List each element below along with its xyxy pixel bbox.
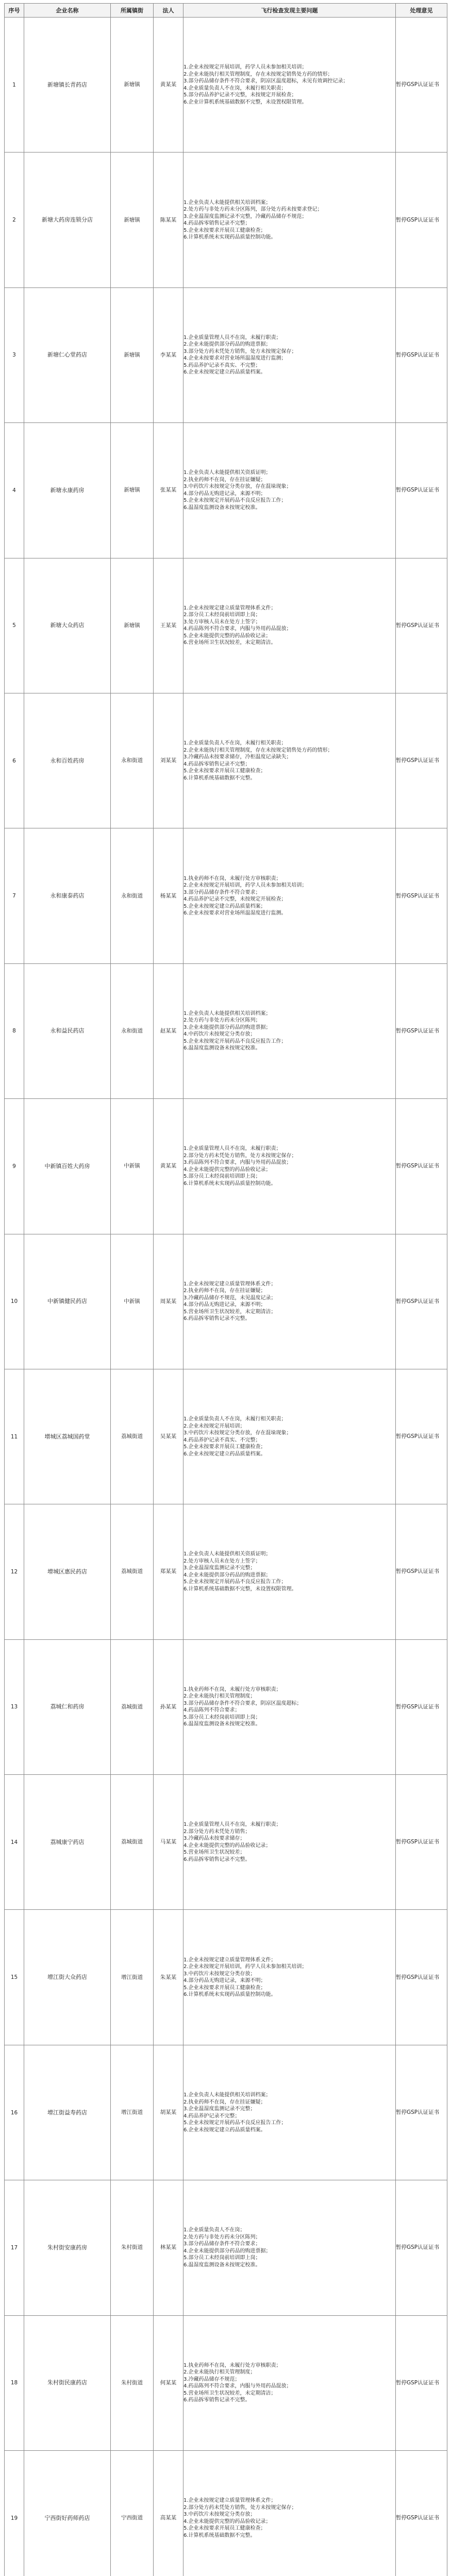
- problem-line: 6.计算机系统未实现药品质量控制功能。: [183, 1992, 276, 1998]
- col-header-town: 所属镇街: [111, 4, 154, 18]
- row-enterprise-name: 新塘仁心堂药店: [24, 287, 111, 422]
- table-row: [5, 2045, 447, 2180]
- row-problems: [183, 1234, 396, 1369]
- problem-line: 6.计算机系统未实现药品质量控制功能。: [183, 234, 276, 241]
- row-enterprise-name: 永和康泰药店: [24, 828, 111, 963]
- row-result: 暂停GSP认证证书: [396, 1639, 447, 1774]
- problem-line: 6.药品拆零销售记录不完整。: [183, 1316, 250, 1322]
- problem-line: 5.企业未按规定建立药品质量档案；: [183, 903, 266, 909]
- row-result: 暂停GSP认证证书: [396, 558, 447, 693]
- row-problems: [183, 1775, 396, 1910]
- row-legal-rep: 王某某: [154, 558, 183, 693]
- row-seq: 15: [5, 1910, 24, 2045]
- inspection-table: [4, 3, 447, 2576]
- problem-line: 1.企业负责人未能提供相关培训档案；: [183, 1010, 271, 1016]
- problem-line: 3.冷藏药品未按要求储存；: [183, 1836, 245, 1842]
- row-legal-rep: 周某某: [154, 1234, 183, 1369]
- problem-line: 1.企业质量负责人不在岗，未履行相关职责；: [183, 740, 287, 747]
- row-seq: 3: [5, 287, 24, 422]
- problem-line: 6.计算机系统未实现药品质量控制功能。: [183, 1180, 276, 1187]
- problem-line: 2.企业未按规定开展培训，药学人员未参加相关培训；: [183, 883, 307, 889]
- problem-line: 2.企业未能执行相关管理制度，存在未按规定销售处方药的情形；: [183, 71, 333, 77]
- row-problems: [183, 963, 396, 1098]
- problem-line: 1.执业药师不在岗，未履行处方审核职责；: [183, 875, 281, 882]
- row-town: 新塘镇: [111, 152, 154, 287]
- problem-line: 3.部分药品储存条件不符合要求，阴凉区温度超标；: [183, 1700, 302, 1706]
- problem-line: 5.企业未按要求开展员工健康检查；: [183, 1444, 266, 1450]
- problem-line: 3.部分药品储存条件不符合要求，阴凉区温度超标，未见有效调控记录；: [183, 78, 348, 84]
- row-problems: [183, 1099, 396, 1234]
- table-row: [5, 287, 447, 422]
- row-legal-rep: 孙某某: [154, 1639, 183, 1774]
- row-legal-rep: 高某某: [154, 2451, 183, 2576]
- problem-line: 2.执业药师不在岗，存在挂证嫌疑；: [183, 2099, 266, 2105]
- row-legal-rep: 张某某: [154, 423, 183, 558]
- table-row: [5, 1639, 447, 1774]
- row-seq: 1: [5, 18, 24, 152]
- problem-line: 1.企业未按规定建立质量管理体系文件；: [183, 1281, 276, 1287]
- row-seq: 9: [5, 1099, 24, 1234]
- problem-line: 2.执业药师不在岗，存在挂证嫌疑；: [183, 477, 266, 483]
- problem-line: 4.部分药品无购进记录，来源不明；: [183, 490, 266, 497]
- table-row: [5, 2451, 447, 2576]
- col-header-problems: 飞行检查发现主要问题: [183, 4, 396, 18]
- problem-line: 5.企业未按规定开展药品不良反应报告工作；: [183, 2120, 287, 2126]
- row-problems: [183, 423, 396, 558]
- row-problems: [183, 693, 396, 828]
- table-row: [5, 1910, 447, 2045]
- row-legal-rep: 马某某: [154, 1775, 183, 1910]
- problem-line: 6.企业未按要求对营业场所温湿度进行监测。: [183, 910, 287, 917]
- row-legal-rep: 朱某某: [154, 1910, 183, 2045]
- problem-line: 6.企业未按规定建立药品质量档案。: [183, 369, 266, 376]
- row-enterprise-name: 增江街大众药店: [24, 1910, 111, 2045]
- row-town: 新塘镇: [111, 18, 154, 152]
- row-enterprise-name: 新塘永康药房: [24, 423, 111, 558]
- row-seq: 4: [5, 423, 24, 558]
- problem-line: 2.企业未按规定开展培训，药学人员未参加相关培训；: [183, 1964, 307, 1970]
- problem-line: 2.处方审核人员未在处方上签字；: [183, 1558, 261, 1564]
- problem-line: 3.中药饮片未按规定分类存放，存在混垛现象；: [183, 1430, 292, 1436]
- col-header-result: 处理意见: [396, 4, 447, 18]
- row-town: 永和街道: [111, 963, 154, 1098]
- problem-line: 6.温湿度监测设备未按规定校准。: [183, 2262, 261, 2268]
- col-header-rep: 法人: [154, 4, 183, 18]
- problem-line: 3.冷藏药品储存不规范，未见温度记录；: [183, 1295, 276, 1301]
- row-enterprise-name: 宁西街好药师药店: [24, 2451, 111, 2576]
- problem-line: 2.部分处方药未凭处方销售，处方未按规定保存；: [183, 2504, 297, 2511]
- problem-line: 5.部分员工未经岗前培训即上岗；: [183, 1714, 261, 1720]
- problem-line: 1.企业负责人未能提供相关培训档案；: [183, 199, 271, 206]
- problem-line: 1.执业药师不在岗，未履行处方审核职责；: [183, 1686, 281, 1692]
- row-enterprise-name: 荔城仁和药房: [24, 1639, 111, 1774]
- row-seq: 16: [5, 2045, 24, 2180]
- problem-line: 1.企业未按规定建立质量管理体系文件；: [183, 1957, 276, 1963]
- row-result: 暂停GSP认证证书: [396, 1234, 447, 1369]
- row-town: 永和街道: [111, 828, 154, 963]
- row-problems: [183, 2045, 396, 2180]
- problem-line: 4.药品陈列不符合要求；: [183, 1707, 240, 1714]
- row-enterprise-name: 朱村街安康药房: [24, 2180, 111, 2315]
- row-seq: 5: [5, 558, 24, 693]
- table-row: [5, 1234, 447, 1369]
- problem-line: 1.企业负责人未能提供相关资质证明；: [183, 470, 271, 476]
- row-town: 中新镇: [111, 1234, 154, 1369]
- problem-line: 3.中药饮片未按规定分类存放；: [183, 1971, 256, 1977]
- problem-line: 5.企业未按规定开展药品不良反应报告工作；: [183, 1038, 287, 1044]
- row-town: 新塘镇: [111, 287, 154, 422]
- table-body: [5, 18, 447, 2576]
- problem-line: 3.企业温湿度监测记录不完整，冷藏药品储存不规范；: [183, 213, 307, 219]
- problem-line: 3.部分药品储存条件不符合要求；: [183, 2241, 261, 2247]
- table-row: [5, 1369, 447, 1504]
- row-problems: [183, 558, 396, 693]
- table-header-row: [5, 4, 447, 18]
- problem-line: 1.企业负责人未能提供相关培训档案；: [183, 2092, 271, 2098]
- problem-line: 5.企业未能提供完整的药品验收记录；: [183, 633, 271, 639]
- row-problems: [183, 152, 396, 287]
- problem-line: 4.企业未按要求对营业场所温湿度进行监测；: [183, 355, 287, 362]
- row-seq: 11: [5, 1369, 24, 1504]
- row-problems: [183, 1504, 396, 1639]
- problem-line: 2.企业未按规定开展培训；: [183, 1423, 245, 1429]
- problem-line: 6.温湿度监测设备未按规定校准。: [183, 1045, 261, 1052]
- problem-line: 1.企业质量管理人员不在岗，未履行职责；: [183, 1146, 281, 1152]
- problem-line: 4.部分药品无购进记录，来源不明；: [183, 1978, 266, 1984]
- problem-line: 1.企业未按规定建立质量管理体系文件；: [183, 2498, 276, 2504]
- col-header-name: 企业名称: [24, 4, 111, 18]
- row-problems: [183, 1369, 396, 1504]
- row-legal-rep: 何某某: [154, 2315, 183, 2450]
- row-problems: [183, 287, 396, 422]
- row-enterprise-name: 中新镇健民药店: [24, 1234, 111, 1369]
- row-enterprise-name: 永和百姓药房: [24, 693, 111, 828]
- problem-line: 5.企业未按要求开展员工健康检查；: [183, 768, 266, 774]
- problem-line: 2.处方药与非处方药未分区陈列；: [183, 1018, 261, 1024]
- row-seq: 17: [5, 2180, 24, 2315]
- problem-line: 1.企业质量管理人员不在岗，未履行职责；: [183, 334, 281, 341]
- problem-line: 5.企业未按要求开展员工健康检查；: [183, 1985, 266, 1991]
- problem-line: 6.药品拆零销售记录不完整。: [183, 1856, 250, 1862]
- problem-line: 2.处方药与非处方药未分区陈列；: [183, 2234, 261, 2240]
- row-enterprise-name: 新塘大众药店: [24, 558, 111, 693]
- table-row: [5, 963, 447, 1098]
- row-enterprise-name: 永和益民药店: [24, 963, 111, 1098]
- row-result: 暂停GSP认证证书: [396, 18, 447, 152]
- problem-line: 6.企业计算机系统基础数据不完整，未设置权限管理。: [183, 99, 307, 105]
- row-town: 新塘镇: [111, 558, 154, 693]
- row-legal-rep: 陈某某: [154, 152, 183, 287]
- problem-line: 4.药品陈列不符合要求，内服与外用药品混放；: [183, 2383, 292, 2389]
- problem-line: 6.温湿度监测设备未按规定校准。: [183, 1721, 261, 1727]
- problem-line: 5.营业场所卫生状况较差，未定期清洁；: [183, 2390, 276, 2396]
- problem-line: 1.企业未按规定开展培训，药学人员未参加相关培训；: [183, 64, 307, 71]
- row-seq: 7: [5, 828, 24, 963]
- problem-line: 1.企业质量负责人不在岗，未履行相关职责；: [183, 1416, 287, 1422]
- problem-line: 3.企业未能提供部分药品的购进票据；: [183, 1024, 271, 1030]
- row-result: 暂停GSP认证证书: [396, 1775, 447, 1910]
- row-problems: [183, 1639, 396, 1774]
- problem-line: 6.计算机系统基础数据不完整。: [183, 775, 256, 781]
- problem-line: 6.计算机系统基础数据不完整。: [183, 2532, 256, 2538]
- table-row: [5, 1775, 447, 1910]
- problem-line: 2.处方药与非处方药未分区陈列，部分处方药未按要求登记；: [183, 207, 323, 213]
- row-legal-rep: 黄某某: [154, 18, 183, 152]
- problem-line: 4.药品陈列不符合要求，内服与外用药品混放；: [183, 626, 292, 632]
- problem-line: 2.部分处方药未凭处方销售，处方未按规定保存；: [183, 1153, 297, 1159]
- problem-line: 1.企业质量管理人员不在岗，未履行职责；: [183, 1822, 281, 1828]
- row-town: 宁西街道: [111, 2451, 154, 2576]
- row-enterprise-name: 新塘镇长青药店: [24, 18, 111, 152]
- problem-line: 3.部分药品储存条件不符合要求；: [183, 889, 261, 895]
- row-enterprise-name: 增江街益寿药店: [24, 2045, 111, 2180]
- row-seq: 14: [5, 1775, 24, 1910]
- problem-line: 2.企业未能提供部分药品的购进票据；: [183, 342, 271, 348]
- row-problems: [183, 2451, 396, 2576]
- row-town: 增江街道: [111, 2045, 154, 2180]
- problem-line: 2.企业未能执行相关管理制度，存在未按规定销售处方药的情形；: [183, 747, 333, 753]
- problem-line: 2.部分处方药未凭处方销售；: [183, 1828, 250, 1835]
- problem-line: 1.执业药师不在岗，未履行处方审核职责；: [183, 2362, 281, 2368]
- problem-line: 4.中药饮片未按规定分类存放；: [183, 1031, 256, 1038]
- row-result: 暂停GSP认证证书: [396, 963, 447, 1098]
- row-result: 暂停GSP认证证书: [396, 152, 447, 287]
- problem-line: 1.企业质量负责人不在岗；: [183, 2227, 245, 2233]
- row-result: 暂停GSP认证证书: [396, 2180, 447, 2315]
- problem-line: 5.企业未按要求开展员工健康检查；: [183, 2526, 266, 2532]
- problem-line: 6.企业未按规定建立药品质量档案。: [183, 2127, 266, 2133]
- row-enterprise-name: 增城区荔城国药堂: [24, 1369, 111, 1504]
- row-result: 暂停GSP认证证书: [396, 1099, 447, 1234]
- row-legal-rep: 赵某某: [154, 963, 183, 1098]
- row-legal-rep: 杨某某: [154, 828, 183, 963]
- table-row: [5, 1099, 447, 1234]
- problem-line: 3.中药饮片未按规定分类存放；: [183, 2512, 256, 2518]
- problem-line: 4.药品养护记录不完整；: [183, 2113, 240, 2119]
- row-seq: 2: [5, 152, 24, 287]
- row-result: 暂停GSP认证证书: [396, 2045, 447, 2180]
- row-seq: 13: [5, 1639, 24, 1774]
- row-enterprise-name: 增城区惠民药店: [24, 1504, 111, 1639]
- problem-line: 4.药品养护记录不完整，未按规定开展检查；: [183, 896, 287, 903]
- problem-line: 5.企业未按规定开展药品不良反应报告工作；: [183, 498, 287, 504]
- row-result: 暂停GSP认证证书: [396, 1504, 447, 1639]
- col-header-seq: 序号: [5, 4, 24, 18]
- row-result: 暂停GSP认证证书: [396, 693, 447, 828]
- table-row: [5, 423, 447, 558]
- row-problems: [183, 18, 396, 152]
- problem-line: 3.冷藏药品未按要求储存，冷柜温度记录缺失；: [183, 754, 292, 760]
- problem-line: 5.药品养护记录不真实、不完整；: [183, 362, 261, 368]
- row-enterprise-name: 新塘大药房连锁分店: [24, 152, 111, 287]
- problem-line: 5.部分药品养护记录不完整，未按规定开展检查；: [183, 92, 297, 98]
- row-result: 暂停GSP认证证书: [396, 423, 447, 558]
- row-problems: [183, 1910, 396, 2045]
- row-problems: [183, 828, 396, 963]
- problem-line: 3.药品陈列不符合要求，内服与外用药品混放；: [183, 1160, 292, 1166]
- table-row: [5, 152, 447, 287]
- row-legal-rep: 刘某某: [154, 693, 183, 828]
- problem-line: 6.药品拆零销售记录不完整。: [183, 2397, 250, 2403]
- problem-line: 4.企业未能提供完整的药品验收记录；: [183, 1842, 271, 1849]
- table-row: [5, 1504, 447, 1639]
- problem-line: 1.企业负责人未能提供相关资质证明；: [183, 1551, 271, 1557]
- problem-line: 2.企业未能执行相关管理制度；: [183, 1693, 256, 1700]
- problem-line: 6.计算机系统基础数据不完整，未设置权限管理。: [183, 1586, 297, 1592]
- problem-line: 4.药品拆零销售记录不完整；: [183, 761, 250, 767]
- row-seq: 19: [5, 2451, 24, 2576]
- row-town: 朱村街道: [111, 2315, 154, 2450]
- row-legal-rep: 胡某某: [154, 2045, 183, 2180]
- problem-line: 6.温湿度监测设备未按规定校准。: [183, 504, 261, 511]
- row-enterprise-name: 中新镇百姓大药房: [24, 1099, 111, 1234]
- problem-line: 2.部分员工未经岗前培训即上岗；: [183, 612, 261, 618]
- row-town: 荔城街道: [111, 1639, 154, 1774]
- row-legal-rep: 李某某: [154, 287, 183, 422]
- table-row: [5, 693, 447, 828]
- problem-line: 1.企业未按规定建立质量管理体系文件；: [183, 605, 276, 611]
- problem-line: 3.处方审核人员未在处方上签字；: [183, 619, 261, 625]
- problem-line: 4.企业未能提供部分药品的购进票据；: [183, 1572, 271, 1578]
- row-result: 暂停GSP认证证书: [396, 1369, 447, 1504]
- problem-line: 6.企业未按规定建立药品质量档案。: [183, 1451, 266, 1457]
- row-legal-rep: 黄某某: [154, 1099, 183, 1234]
- table-row: [5, 2315, 447, 2450]
- problem-line: 5.部分员工未经岗前培训即上岗；: [183, 2255, 261, 2261]
- problem-line: 5.营业场所卫生状况较差；: [183, 1850, 245, 1856]
- problem-line: 2.执业药师不在岗，存在挂证嫌疑；: [183, 1288, 266, 1294]
- problem-line: 2.企业未能执行相关管理制度；: [183, 2369, 256, 2376]
- table-row: [5, 18, 447, 152]
- row-legal-rep: 林某某: [154, 2180, 183, 2315]
- problem-line: 6.营业场所卫生状况较差，未定期清洁。: [183, 640, 276, 646]
- row-town: 荔城街道: [111, 1369, 154, 1504]
- row-enterprise-name: 朱村街民康药店: [24, 2315, 111, 2450]
- row-seq: 10: [5, 1234, 24, 1369]
- problem-line: 4.企业未能提供完整的药品验收记录；: [183, 2518, 271, 2524]
- row-problems: [183, 2315, 396, 2450]
- problem-line: 3.企业温湿度监测记录不完整；: [183, 2106, 256, 2112]
- row-result: 暂停GSP认证证书: [396, 287, 447, 422]
- problem-line: 3.冷藏药品储存不规范；: [183, 2376, 240, 2382]
- row-result: 暂停GSP认证证书: [396, 828, 447, 963]
- problem-line: 4.药品拆零销售记录不完整；: [183, 221, 250, 227]
- problem-line: 4.企业未能提供完整的药品验收记录；: [183, 1166, 271, 1173]
- row-town: 新塘镇: [111, 423, 154, 558]
- row-legal-rep: 吴某某: [154, 1369, 183, 1504]
- problem-line: 4.企业未能提供部分药品的购进票据；: [183, 2248, 271, 2254]
- row-town: 荔城街道: [111, 1775, 154, 1910]
- row-town: 朱村街道: [111, 2180, 154, 2315]
- row-seq: 6: [5, 693, 24, 828]
- problem-line: 4.企业质量负责人不在岗，未履行相关职责；: [183, 85, 287, 91]
- row-town: 永和街道: [111, 693, 154, 828]
- row-seq: 12: [5, 1504, 24, 1639]
- problem-line: 5.部分员工未经岗前培训即上岗；: [183, 1174, 261, 1180]
- table-row: [5, 2180, 447, 2315]
- row-problems: [183, 2180, 396, 2315]
- problem-line: 5.企业未按要求开展员工健康检查；: [183, 227, 266, 233]
- row-town: 增江街道: [111, 1910, 154, 2045]
- row-town: 荔城街道: [111, 1504, 154, 1639]
- row-town: 中新镇: [111, 1099, 154, 1234]
- table-row: [5, 558, 447, 693]
- problem-line: 5.营业场所卫生状况较差，未定期清洁；: [183, 1309, 276, 1315]
- row-seq: 8: [5, 963, 24, 1098]
- row-result: 暂停GSP认证证书: [396, 1910, 447, 2045]
- problem-line: 3.部分处方药未凭处方销售，处方未按规定保存；: [183, 348, 297, 354]
- problem-line: 3.企业温湿度监测记录不完整；: [183, 1565, 256, 1571]
- problem-line: 4.部分药品无购进记录，来源不明；: [183, 1302, 266, 1308]
- problem-line: 3.中药饮片未按规定分类存放，存在混垛现象；: [183, 484, 292, 490]
- table-row: [5, 828, 447, 963]
- row-result: 暂停GSP认证证书: [396, 2315, 447, 2450]
- row-seq: 18: [5, 2315, 24, 2450]
- problem-line: 5.企业未按规定开展药品不良反应报告工作；: [183, 1579, 287, 1585]
- row-enterprise-name: 荔城康宁药店: [24, 1775, 111, 1910]
- row-result: 暂停GSP认证证书: [396, 2451, 447, 2576]
- row-legal-rep: 郑某某: [154, 1504, 183, 1639]
- problem-line: 4.药品养护记录不真实、不完整；: [183, 1437, 261, 1443]
